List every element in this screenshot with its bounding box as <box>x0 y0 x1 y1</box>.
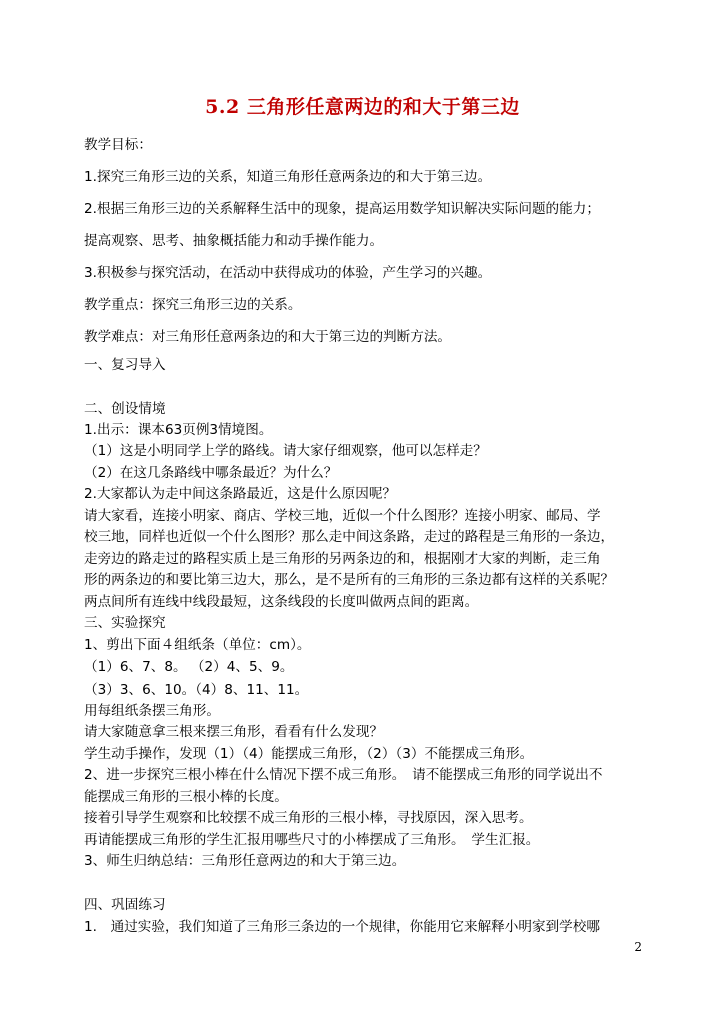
text-line: （2）在这几条路线中哪条最近？为什么？ <box>84 465 338 481</box>
text-line: （1）这是小明同学上学的路线。请大家仔细观察，他可以怎样走？ <box>84 443 487 459</box>
text-line: 2.大家都认为走中间这条路最近，这是什么原因呢？ <box>84 486 397 502</box>
text-line: 教学目标： <box>84 137 152 153</box>
text-line: 1.出示：课本63页例3情境图。 <box>84 422 273 438</box>
text-line: 1. 通过实验，我们知道了三角形三条边的一个规律，你能用它来解释小明家到学校哪 <box>84 919 600 935</box>
section-heading: 二、创设情境 <box>84 401 166 417</box>
text-line: （1）6、7、8。 （2）4、5、9。 <box>84 659 294 675</box>
text-line: 教学难点：对三角形任意两条边的和大于第三边的判断方法。 <box>84 329 452 345</box>
text-line: 3、师生归纳总结：三角形任意两边的和大于第三边。 <box>84 853 406 869</box>
text-line: 用每组纸条摆三角形。 <box>84 703 220 719</box>
text-line: 2.根据三角形三边的关系解释生活中的现象，提高运用数学知识解决实际问题的能力； <box>84 201 600 217</box>
section-heading: 四、巩固练习 <box>84 897 166 913</box>
text-line: 1.探究三角形三边的关系，知道三角形任意两条边的和大于第三边。 <box>84 169 492 185</box>
section-heading: 三、实验探究 <box>84 615 166 631</box>
text-line: 校三地，同样也近似一个什么图形？那么走中间这条路，走过的路程是三角形的一条边， <box>84 529 615 545</box>
text-line: 提高观察、思考、抽象概括能力和动手操作能力。 <box>84 233 384 249</box>
document-title: 5.2 三角形任意两边的和大于第三边 <box>205 96 520 118</box>
text-line: 请大家随意拿三根来摆三角形，看看有什么发现？ <box>84 724 384 740</box>
text-line: 2、进一步探究三根小棒在什么情况下摆不成三角形。 请不能摆成三角形的同学说出不 <box>84 767 603 783</box>
text-line: 再请能摆成三角形的学生汇报用哪些尺寸的小棒摆成了三角形。 学生汇报。 <box>84 832 540 848</box>
text-line: 形的两条边的和要比第三边大，那么，是不是所有的三角形的三条边都有这样的关系呢？ <box>84 572 615 588</box>
text-line: （3）3、6、10。（4）8、11、11。 <box>84 682 309 698</box>
page-number: 2 <box>634 940 642 954</box>
text-line: 走旁边的路走过的路程实质上是三角形的另两条边的和，根据刚才大家的判断，走三角 <box>84 551 601 567</box>
text-line: 3.积极参与探究活动，在活动中获得成功的体验，产生学习的兴趣。 <box>84 265 492 281</box>
text-line: 能摆成三角形的三根小棒的长度。 <box>84 789 288 805</box>
text-line: 1、剪出下面４组纸条（单位：cm）。 <box>84 637 311 653</box>
text-line: 教学重点：探究三角形三边的关系。 <box>84 297 302 313</box>
text-line: 学生动手操作，发现（1）（4）能摆成三角形，（2）（3）不能摆成三角形。 <box>84 746 534 762</box>
section-heading: 一、复习导入 <box>84 357 166 373</box>
text-line: 接着引导学生观察和比较摆不成三角形的三根小棒，寻找原因，深入思考。 <box>84 810 533 826</box>
text-line: 请大家看，连接小明家、商店、学校三地，近似一个什么图形？连接小明家、邮局、学 <box>84 508 601 524</box>
text-line: 两点间所有连线中线段最短，这条线段的长度叫做两点间的距离。 <box>84 594 479 610</box>
